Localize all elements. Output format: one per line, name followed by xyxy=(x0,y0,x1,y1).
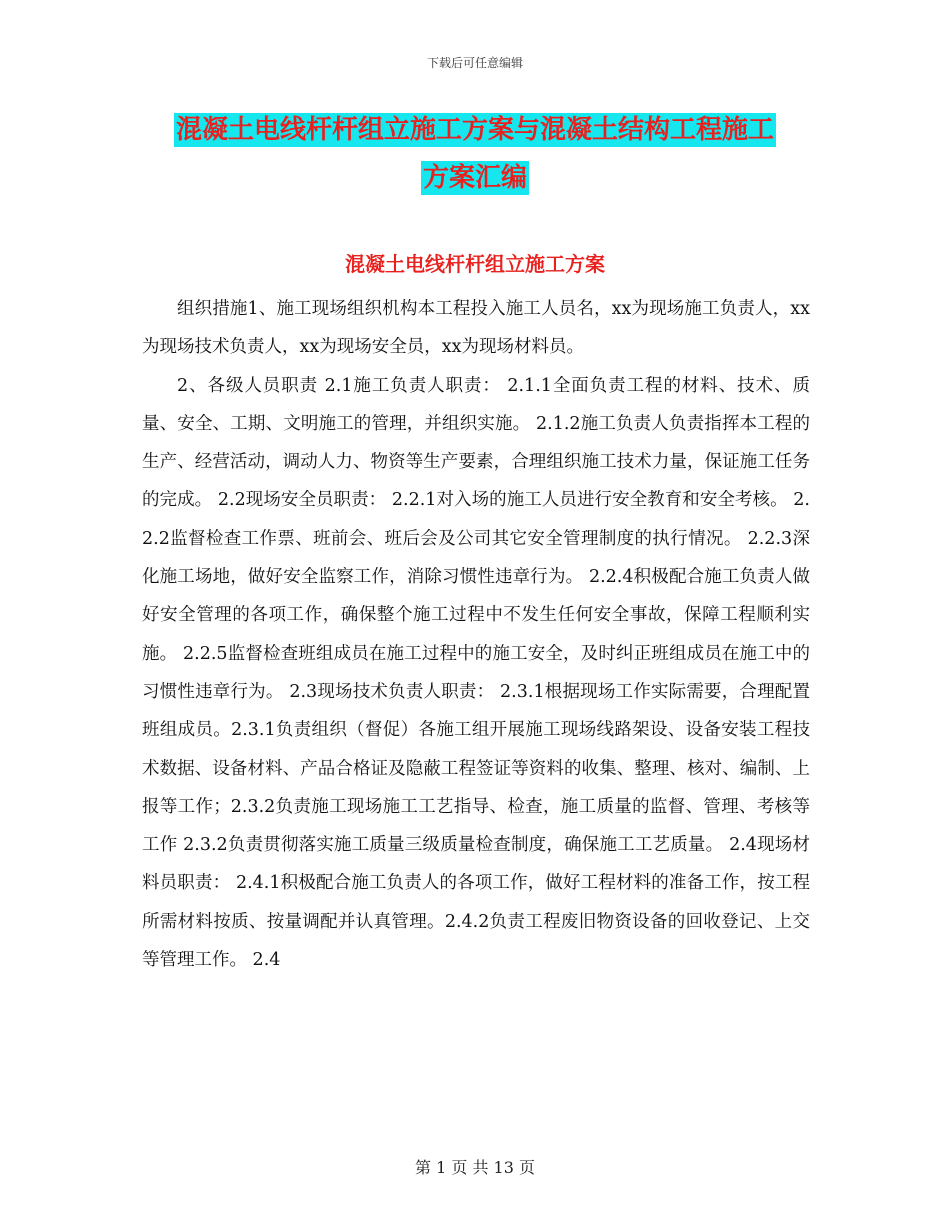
document-title-line2: 方案汇编 xyxy=(422,163,527,193)
paragraph: 2、各级人员职责 2.1施工负责人职责： 2.1.1全面负责工程的材料、技术、质量、安全、工期、文明施工的管理，并组织实施。 2.1.2施工负责人负责指挥本工程的生产、经营活动，调动人力、物资等生产要素，合理组织施工技术力量，保证施工任务的完成。 2.2现场安全员职责： 2.2.1对入场的施工人员进行安全教育和安全考核。 2.2.2监督检查工作票、班前会、班后会及公司其它安全管理制度的执行情况。 2.2.3深化施工场地，做好安全监察工作，消除习惯性违章行为。 2.2.4积极配合施工负责人做好安全管理的各项工作，确保整个施工过程中不发生任何安全事故，保障工程顺利实施。 2.2.5监督检查班组成员在施工过程中的施工安全，及时纠正班组成员在施工中的习惯性违章行为。 2.3现场技术负责人职责： 2.3.1根据现场工作实际需要，合理配置班组成员。2.3.1负责组织（督促）各施工组开展施工现场线路架设、设备安装工程技术数据、设备材料、产品合格证及隐蔽工程签证等资料的收集、整理、核对、编制、上报等工作；2.3.2负责施工现场施工工艺指导、检查，施工质量的监督、管理、考核等工作 2.3.2负责贯彻落实施工质量三级质量检查制度，确保施工工艺质量。 2.4现场材料员职责： 2.4.1积极配合施工负责人的各项工作，做好工程材料的准备工作，按工程所需材料按质、按量调配并认真管理。2.4.2负责工程废旧物资设备的回收登记、上交等管理工作。 2.4 xyxy=(142,375,810,971)
paragraph: 组织措施1、施工现场组织机构本工程投入施工人员名，xx为现场施工负责人，xx为现场技术负责人，xx为现场安全员，xx为现场材料员。 xyxy=(142,299,810,358)
body-text xyxy=(142,290,810,979)
header-note: 下载后可任意编辑 xyxy=(426,56,523,70)
document-title xyxy=(140,106,810,202)
document-title-line1: 混凝土电线杆杆组立施工方案与混凝土结构工程施工 xyxy=(175,115,774,145)
section-title: 混凝土电线杆杆组立施工方案 xyxy=(345,252,605,276)
page-footer: 第 1 页 共 13 页 xyxy=(415,1158,535,1177)
